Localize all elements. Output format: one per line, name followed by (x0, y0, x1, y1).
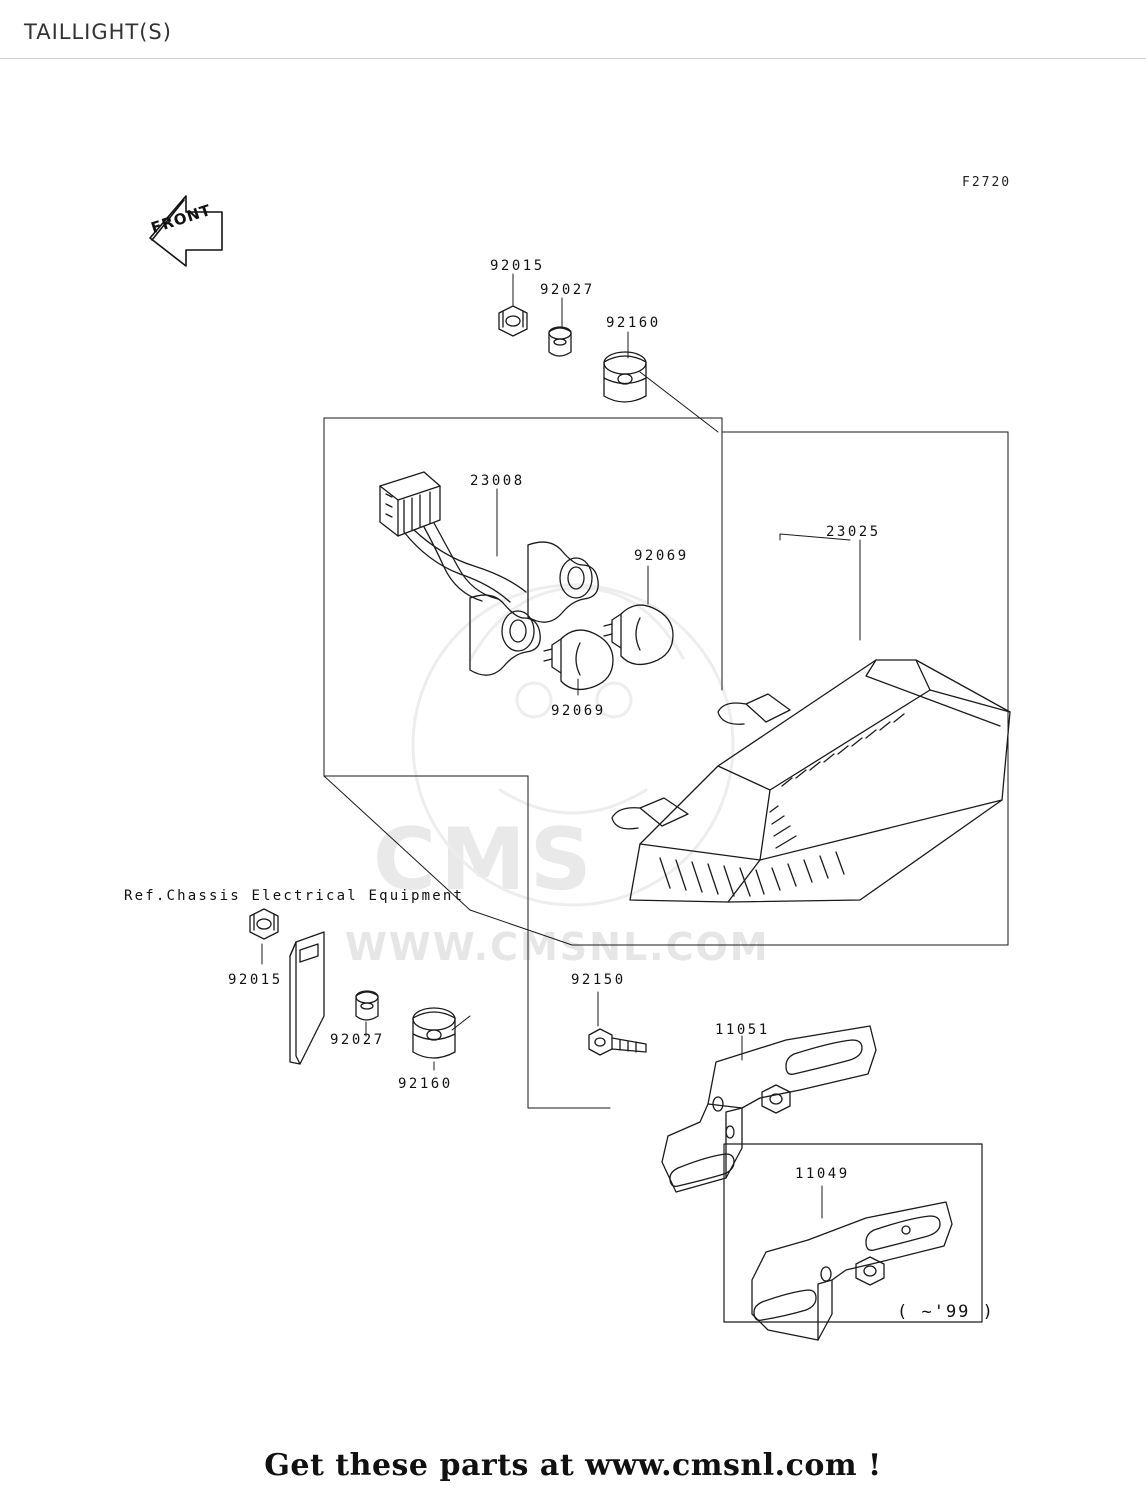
part-callout-92027-lower[interactable]: 92027 (330, 1032, 385, 1048)
watermark-url: WWW.CMSNL.COM (345, 925, 770, 969)
part-callout-92160-top[interactable]: 92160 (606, 315, 661, 331)
part-callout-92015-top[interactable]: 92015 (490, 258, 545, 274)
part-callout-92069-upper[interactable]: 92069 (634, 548, 689, 564)
front-arrow-label: FRONT (148, 200, 214, 238)
footer-promo-text[interactable]: Get these parts at www.cmsnl.com ! (264, 1448, 882, 1483)
part-callout-92150[interactable]: 92150 (571, 972, 626, 988)
part-callout-23008[interactable]: 23008 (470, 473, 525, 489)
part-callout-92015-lower[interactable]: 92015 (228, 972, 283, 988)
part-callout-92160-lower[interactable]: 92160 (398, 1076, 453, 1092)
part-callout-92069-lower[interactable]: 92069 (551, 703, 606, 719)
chassis-reference-note: Ref.Chassis Electrical Equipment (124, 888, 465, 904)
page-title: TAILLIGHT(S) (24, 20, 172, 44)
part-callout-92027-top[interactable]: 92027 (540, 282, 595, 298)
figure-code: F2720 (962, 175, 1012, 190)
watermark-brand: CMS (373, 810, 596, 910)
part-callout-11051[interactable]: 11051 (715, 1022, 770, 1038)
part-callout-23025[interactable]: 23025 (826, 524, 881, 540)
inset-year-note: ( ~'99 ) (897, 1302, 995, 1322)
part-callout-11049[interactable]: 11049 (795, 1166, 850, 1182)
title-divider (0, 58, 1146, 59)
